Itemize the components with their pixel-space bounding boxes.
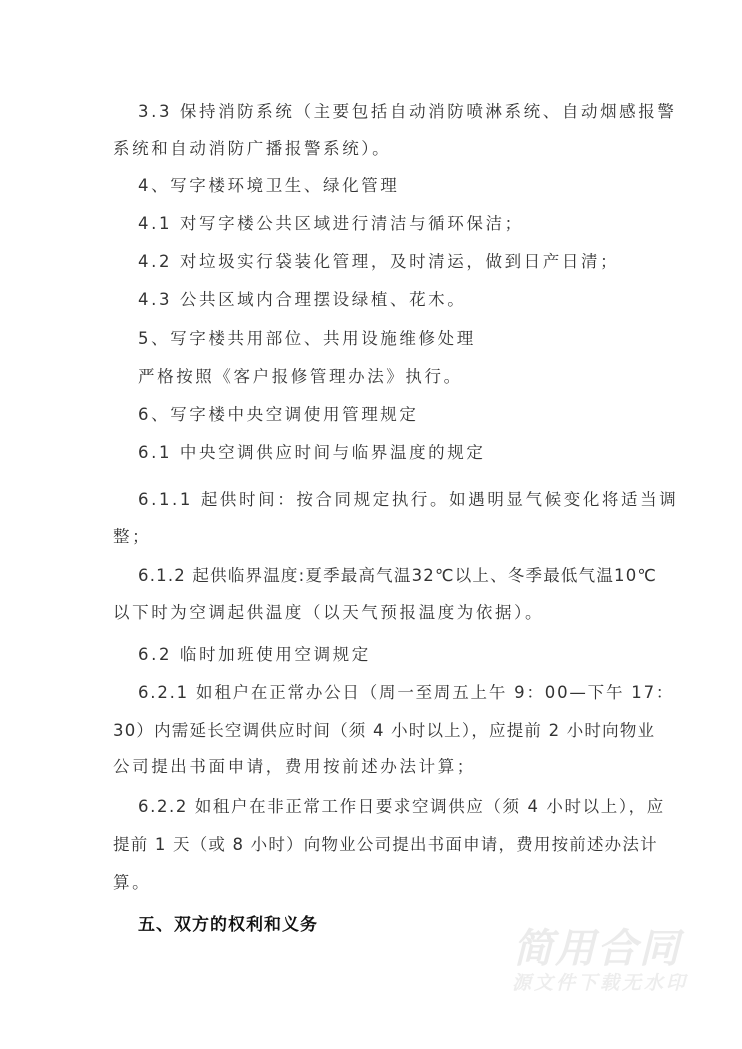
paragraph-6-1-1-line-2: 整； [113,527,152,546]
paragraph-6-2: 6.2 临时加班使用空调规定 [138,645,371,664]
paragraph-4-1: 4.1 对写字楼公共区域进行清洁与循环保洁； [138,214,524,233]
section-6-title: 6、写字楼中央空调使用管理规定 [138,405,419,424]
paragraph-6-2-1-line-2: 30）内需延长空调供应时间（须 4 小时以上），应提前 2 小时向物业 [113,721,656,740]
paragraph-3-3-line-1: 3.3 保持消防系统（主要包括自动消防喷淋系统、自动烟感报警 [138,102,677,121]
watermark-subtitle: 源文件下载无水印 [512,972,689,994]
paragraph-6-2-1-line-3: 公司提出书面申请，费用按前述办法计算； [113,757,476,776]
watermark-title: 简用合同 [513,926,681,972]
paragraph-6-1-2-line-1: 6.1.2 起供临界温度:夏季最高气温32℃以上、冬季最低气温10℃ [138,566,658,585]
paragraph-6-1-1-line-1: 6.1.1 起供时间：按合同规定执行。如遇明显气候变化将适当调 [138,490,679,509]
chapter-5-heading: 五、双方的权利和义务 [138,915,318,935]
section-5-title: 5、写字楼共用部位、共用设施维修处理 [138,329,476,348]
paragraph-6-2-2-line-3: 算。 [113,873,152,892]
paragraph-3-3-line-2: 系统和自动消防广播报警系统）。 [113,139,392,158]
paragraph-6-2-2-line-2: 提前 1 天（或 8 小时）向物业公司提出书面申请，费用按前述办法计 [113,835,658,854]
section-4-title: 4、写字楼环境卫生、绿化管理 [138,176,400,195]
paragraph-6-1: 6.1 中央空调供应时间与临界温度的规定 [138,443,486,462]
paragraph-4-3: 4.3 公共区域内合理摆设绿植、花木。 [138,290,467,309]
paragraph-6-1-2-line-2: 以下时为空调起供温度（以天气预报温度为依据）。 [113,603,545,622]
paragraph-4-2: 4.2 对垃圾实行袋装化管理，及时清运，做到日产日清； [138,252,620,271]
paragraph-6-2-1-line-1: 6.2.1 如租户在正常办公日（周一至周五上午 9：00—下午 17： [138,683,675,702]
paragraph-5-body: 严格按照《客户报修管理办法》执行。 [138,367,463,386]
paragraph-6-2-2-line-1: 6.2.2 如租户在非正常工作日要求空调供应（须 4 小时以上），应 [138,797,665,816]
